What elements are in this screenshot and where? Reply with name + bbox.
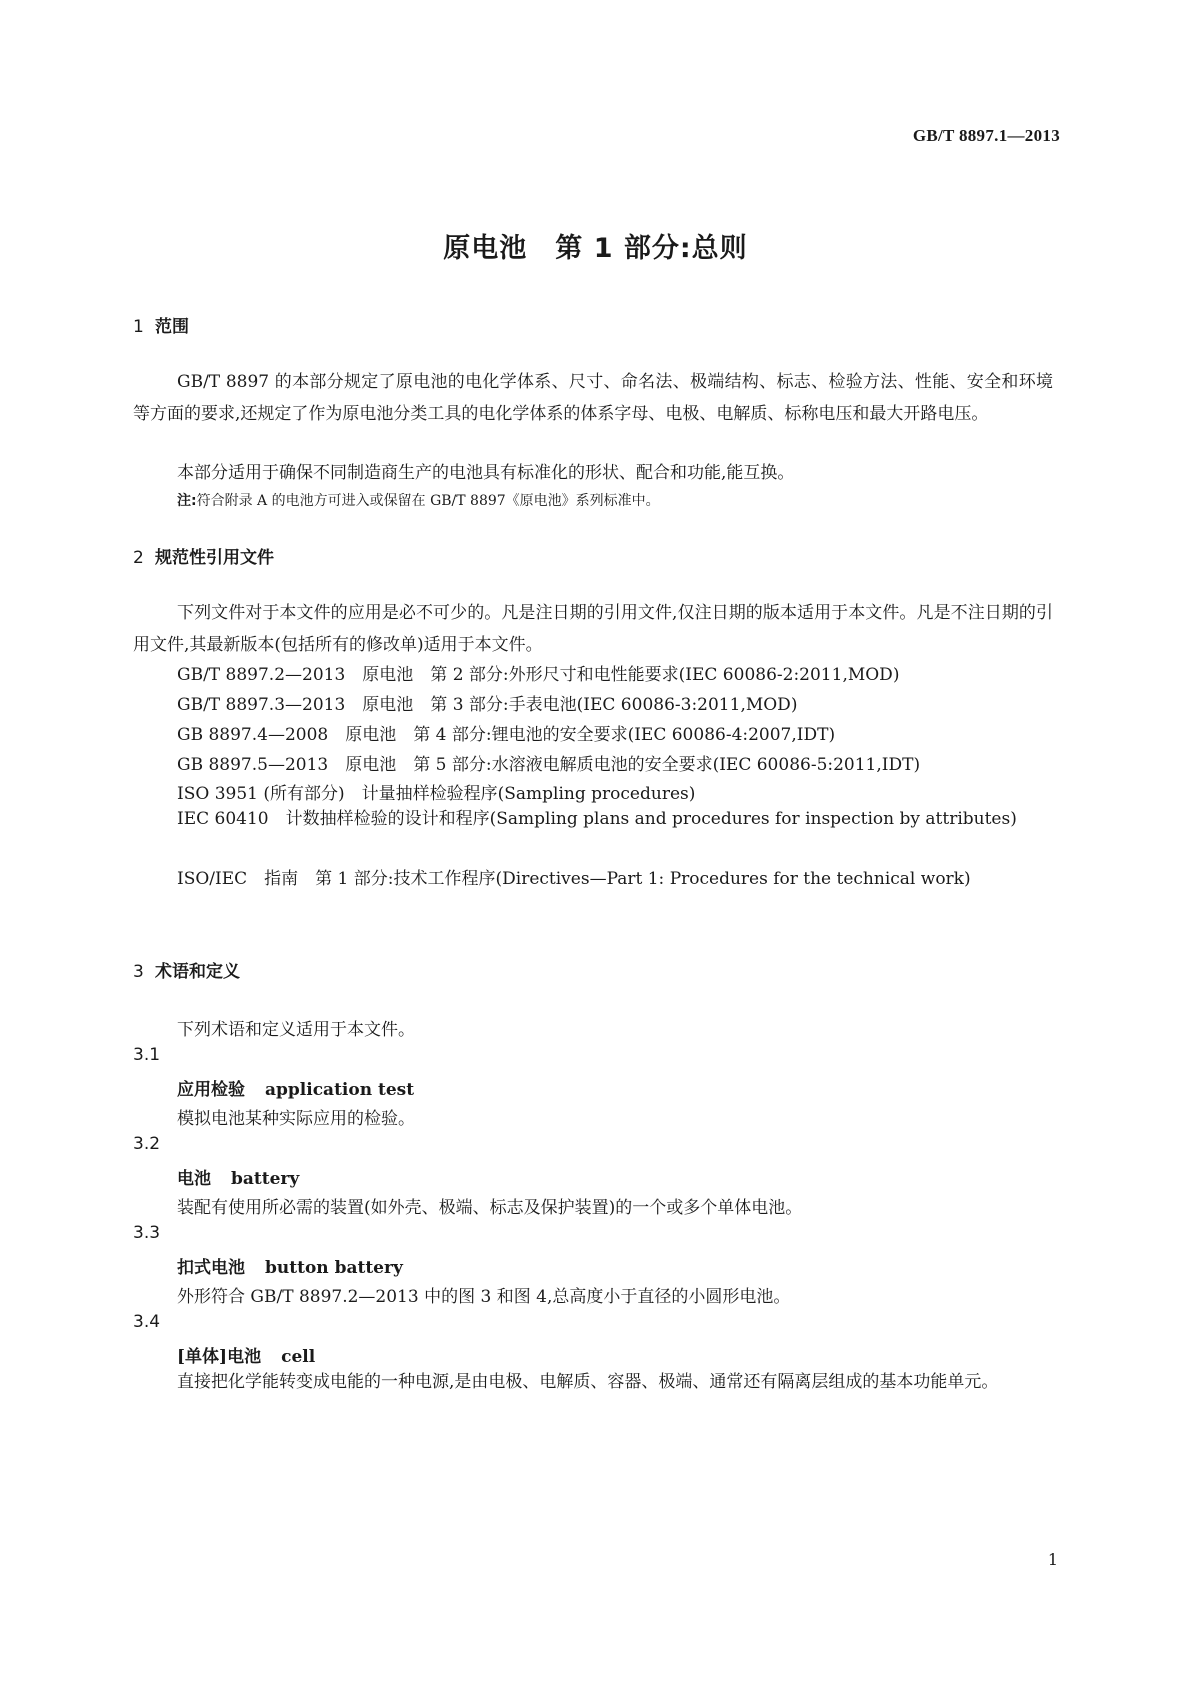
term-en: battery (231, 1169, 300, 1189)
term-number: 3.4 (133, 1312, 161, 1332)
term-number: 3.1 (133, 1045, 161, 1065)
section-title: 术语和定义 (155, 962, 240, 982)
reference-item-iso-iec: ISO/IEC 指南 第 1 部分:技术工作程序(Directives—Part 1: Procedures for the technical work) (177, 869, 971, 889)
section-title: 规范性引用文件 (155, 548, 274, 568)
term-definition: 模拟电池某种实际应用的检验。 (177, 1109, 415, 1129)
section-number: 2 (133, 548, 144, 568)
term-heading (177, 1075, 414, 1100)
normative-references-intro: 下列文件对于本文件的应用是必不可少的。凡是注日期的引用文件,仅注日期的版本适用于本文件。凡是不注日期的引用文件,其最新版本(包括所有的修改单)适用于本文件。 (133, 603, 1053, 655)
term-zh: 电池 (177, 1169, 211, 1189)
section-3-heading (133, 957, 240, 982)
term-en: cell (281, 1347, 316, 1367)
term-definition: 外形符合 GB/T 8897.2—2013 中的图 3 和图 4,总高度小于直径的小圆形电池。 (177, 1287, 791, 1307)
reference-item: ISO 3951 (所有部分) 计量抽样检验程序(Sampling procedures) (177, 784, 696, 804)
standard-code: GB/T 8897.1—2013 (912, 126, 1060, 145)
term-en: application test (265, 1080, 415, 1100)
reference-item: GB/T 8897.2—2013 原电池 第 2 部分:外形尺寸和电性能要求(IEC 60086-2:2011,MOD) (177, 665, 900, 685)
note-text: 符合附录 A 的电池方可进入或保留在 GB/T 8897《原电池》系列标准中。 (196, 493, 660, 509)
term-definition: 直接把化学能转变成电能的一种电源,是由电极、电解质、容器、极端、通常还有隔离层组成的基本功能单元。 (177, 1372, 999, 1392)
term-number: 3.3 (133, 1223, 161, 1243)
reference-item: GB 8897.4—2008 原电池 第 4 部分:锂电池的安全要求(IEC 60086-4:2007,IDT) (177, 725, 836, 745)
term-number: 3.2 (133, 1134, 161, 1154)
reference-item-iec60410: IEC 60410 计数抽样检验的设计和程序(Sampling plans and procedures for inspection by attributes) (177, 809, 1017, 829)
section-number: 1 (133, 317, 144, 337)
terms-intro: 下列术语和定义适用于本文件。 (177, 1020, 415, 1040)
reference-item: GB 8897.5—2013 原电池 第 5 部分:水溶液电解质电池的安全要求(IEC 60086-5:2011,IDT) (177, 755, 921, 775)
section-2-heading (133, 543, 274, 568)
term-zh: 扣式电池 (177, 1258, 245, 1278)
section-1-heading (133, 312, 189, 337)
scope-paragraph-2: 本部分适用于确保不同制造商生产的电池具有标准化的形状、配合和功能,能互换。 (177, 463, 795, 483)
section-number: 3 (133, 962, 144, 982)
term-zh: [单体]电池 (177, 1347, 262, 1367)
document-title: 原电池 第 1 部分:总则 (443, 233, 748, 264)
term-definition: 装配有使用所必需的装置(如外壳、极端、标志及保护装置)的一个或多个单体电池。 (177, 1198, 803, 1218)
term-heading (177, 1342, 315, 1367)
term-heading (177, 1164, 299, 1189)
page-number: 1 (1047, 1550, 1058, 1569)
note-label: 注: (177, 493, 197, 509)
scope-note (177, 490, 660, 510)
term-en: button battery (265, 1258, 403, 1278)
section-title: 范围 (155, 317, 189, 337)
term-zh: 应用检验 (177, 1080, 245, 1100)
scope-paragraph-1: GB/T 8897 的本部分规定了原电池的电化学体系、尺寸、命名法、极端结构、标志、检验方法、性能、安全和环境等方面的要求,还规定了作为原电池分类工具的电化学体系的体系字母、电极、电解质、标称电压和最大开路电压。 (133, 372, 1053, 424)
term-heading (177, 1253, 403, 1278)
reference-item: GB/T 8897.3—2013 原电池 第 3 部分:手表电池(IEC 60086-3:2011,MOD) (177, 695, 798, 715)
